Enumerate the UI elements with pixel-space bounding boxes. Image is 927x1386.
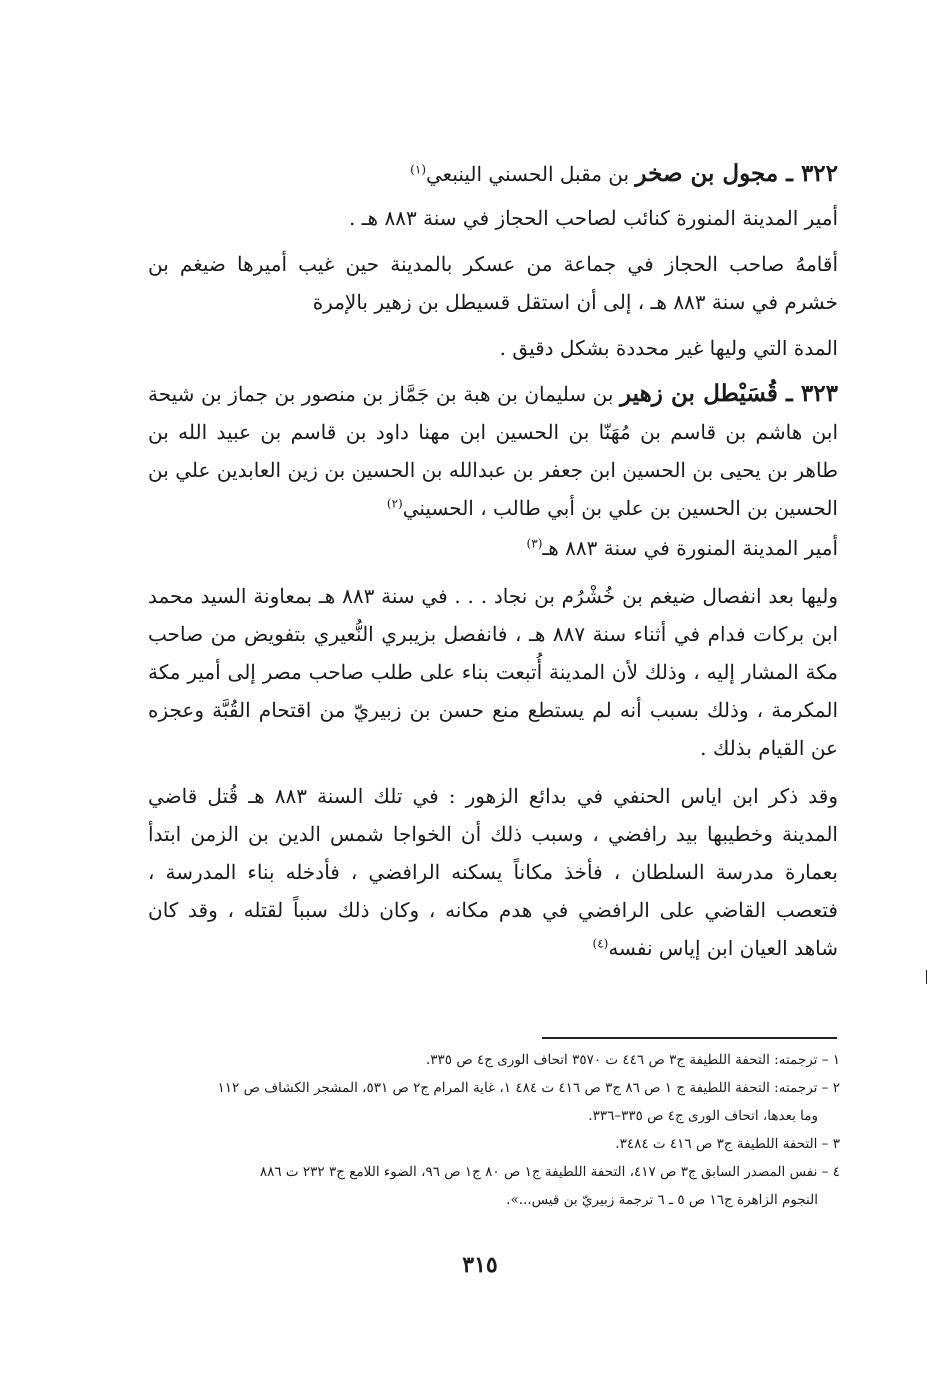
footnote-4: ٤ – نفس المصدر السابق ج٣ ص ٤١٧، التحفة اللطيفة ج١ ص ٨٠ ج١ ص ٩٦، الضوء اللامع ج٣ ٢٣٢ ت ٨٨٦ <box>259 1164 840 1180</box>
entry-323-paragraph-1: وليها بعد انفصال ضيغم بن خُشْرُم بن نجاد . . . في سنة ٨٨٣ هـ بمعاونة السيد محمد ابن بركات فدام في أثناء سنة ٨٨٧ هـ ، فانفصل بزيبري النُّعيري بتفويض من صاحب مكة المشار إليه ، وذلك لأن المدينة أُتبعت بناء على طلب صاحب مصر إلى أمير مكة المكرمة ، وذلك بسبب أنه لم يستطع منع حسن بن زبيريّ من اقتحام القُبَّة وعجزه عن القيام بذلك . <box>148 584 838 760</box>
entry-322-title: ٣٢٢ ـ مجول بن صخر <box>635 160 838 187</box>
entry-322-line-2: أقامهُ صاحب الحجاز في جماعة من عسكر بالمدينة حين غيب أميرها ضيغم بن خشرم في سنة ٨٨٣ هـ ، إلى أن استقل قسيطل بن زهير بالإمرة <box>148 252 838 314</box>
footnote-divider <box>542 1037 837 1039</box>
page-number: ٣١٥ <box>462 1252 498 1278</box>
entry-323-line-2-text: أمير المدينة المنورة في سنة ٨٨٣ هـ <box>542 536 838 560</box>
entry-323-paragraph-2-text: وقد ذكر ابن اياس الحنفي في بدائع الزهور : في تلك السنة ٨٨٣ هـ قُتل قاضي المدينة وخطيبها بيد رافضي ، وسبب ذلك أن الخواجا شمس الدين بن الزمن ابتدأ بعمارة مدرسة السلطان ، فأخذ مكاناً يسكنه الرافضي ، فأدخله بناء المدرسة ، فتعصب القاضي على الرافضي في هدم مكانه ، وكان ذلك سبباً لقتله ، وقد كان شاهد العيان ابن إياس نفسه <box>148 784 838 960</box>
footnote-ref-4[interactable]: (٤) <box>592 936 609 951</box>
footnote-2: ٢ – ترجمته: التحفة اللطيفة ج ١ ص ٨٦ ج٣ ص ٤١٦ ت ٤٨٤ ١، غاية المرام ج٢ ص ٥٣١، المشجر الكشاف ص ١١٢ <box>217 1080 840 1096</box>
entry-323-paragraph-2 <box>148 777 838 967</box>
entry-323-title: ٣٢٣ ـ قُسَيْطل بن زهير <box>619 380 838 407</box>
entry-322-line-1: أمير المدينة المنورة كنائب لصاحب الحجاز في سنة ٨٨٣ هـ . <box>348 206 838 230</box>
footnote-1: ١ – ترجمته: التحفة اللطيفة ج٣ ص ٤٤٦ ت ٣٥٧٠ اتحاف الورى ج٤ ص ٣٣٥. <box>426 1052 840 1068</box>
entry-323-line-2 <box>148 529 838 567</box>
footnote-ref-3[interactable]: (٣) <box>526 536 543 551</box>
footnote-3: ٣ – التحفة اللطيفة ج٣ ص ٤١٦ ت ٣٤٨٤. <box>615 1136 840 1152</box>
main-text <box>148 155 838 967</box>
entry-322-title-rest: بن مقبل الحسني الينبعي <box>426 162 636 186</box>
entry-323-heading-paragraph <box>148 375 838 527</box>
footnote-2-continued: وما بعدها، اتحاف الورى ج٤ ص ٣٣٥–٣٣٦. <box>588 1108 818 1124</box>
entry-322-line-3: المدة التي وليها غير محددة بشكل دقيق . <box>499 336 838 360</box>
entry-323-title-rest: بن سليمان بن هبة بن جَمَّاز بن منصور بن جماز بن شيحة ابن هاشم بن قاسم بن مُهَنّا بن الحسين ابن مهنا داود بن قاسم بن عبيد الله بن طاهر بن يحيى بن الحسين ابن جعفر بن عبدالله بن الحسين بن زين العابدين علي بن الحسين بن الحسين بن علي بن أبي طالب ، الحسيني <box>148 382 838 520</box>
footnote-ref-2[interactable]: (٢) <box>386 496 403 511</box>
entry-322-heading-line <box>148 155 838 193</box>
footnote-4-continued: النجوم الزاهرة ج١٦ ص ٥ ـ ٦ ترجمة زبيريّ بن قيس...». <box>506 1192 818 1208</box>
footnotes <box>140 1046 840 1214</box>
footnote-ref-1[interactable]: (١) <box>410 162 426 177</box>
